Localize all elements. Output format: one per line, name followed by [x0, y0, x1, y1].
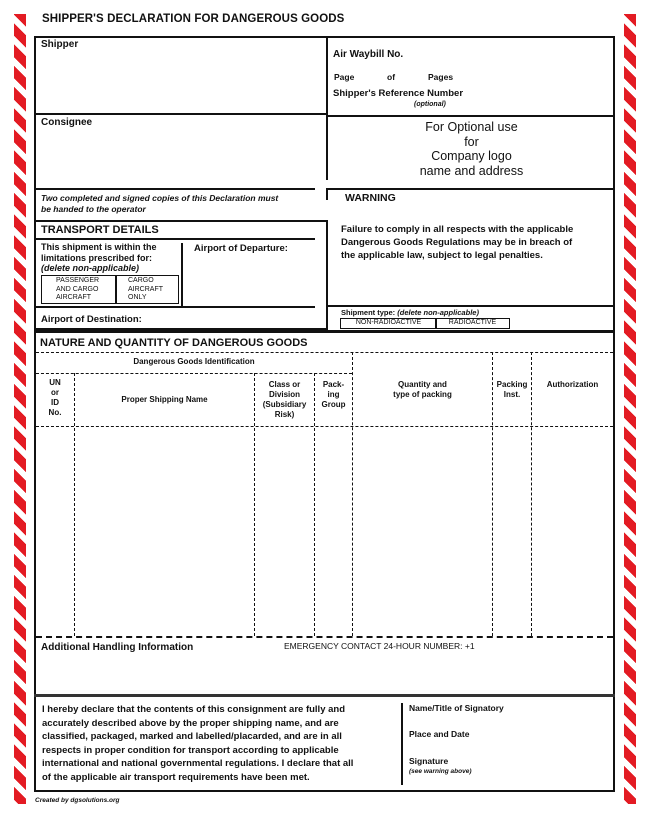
divider	[326, 188, 615, 190]
limitations-text: This shipment is within the limitations prescribed for: (delete non-applicable)	[41, 242, 157, 273]
divider	[34, 306, 315, 308]
column-header-un-number: UN or ID No.	[48, 378, 62, 417]
divider	[181, 243, 183, 306]
pages-label: Pages	[428, 72, 454, 82]
declaration-text: I hereby declare that the contents of this consignment are fully and accurately described above by the proper shipping name, and are classified, packaged, marked and labelled/placarded, and are in all respects in proper condition for transport according to applicable international and national governmental regulations. I declare that all of the applicable air transport requirements have been met.	[42, 704, 354, 783]
signature-note: (see warning above)	[409, 768, 472, 775]
company-logo-area[interactable]: For Optional use for Company logo name and address	[419, 120, 524, 178]
goods-heading: NATURE AND QUANTITY OF DANGEROUS GOODS	[40, 337, 308, 349]
goods-entry-area[interactable]	[36, 428, 613, 634]
airport-of-departure-label: Airport of Departure:	[194, 243, 288, 254]
name-title-field[interactable]	[408, 714, 608, 728]
option-passenger-and-cargo-aircraft[interactable]: PASSENGER AND CARGO AIRCRAFT	[56, 277, 100, 301]
footer-credit: Created by dgsolutions.org	[35, 797, 120, 804]
shipper-reference-note: (optional)	[414, 101, 446, 108]
column-header-authorization: Authorization	[546, 380, 599, 389]
of-label: of	[387, 72, 396, 82]
divider	[36, 636, 613, 638]
page-label: Page	[334, 72, 355, 82]
goods-identification-header: Dangerous Goods Identification	[133, 357, 255, 366]
copies-note: Two completed and signed copies of this Declaration must be handed to the operator	[41, 193, 279, 214]
consignee-field[interactable]	[36, 130, 314, 188]
divider	[34, 113, 315, 115]
signature-field[interactable]	[480, 756, 608, 784]
divider	[36, 426, 613, 427]
additional-handling-field[interactable]	[36, 656, 613, 694]
place-date-field[interactable]	[408, 740, 608, 754]
airport-of-departure-field[interactable]	[190, 256, 310, 304]
name-title-label: Name/Title of Signatory	[409, 703, 504, 713]
divider	[115, 275, 117, 304]
shipment-type-non-radioactive[interactable]: NON-RADIOACTIVE	[340, 318, 437, 329]
divider	[401, 703, 403, 785]
shipment-type-row: Shipment type: (delete non-applicable)	[341, 308, 479, 317]
transport-details-heading: TRANSPORT DETAILS	[41, 224, 159, 236]
warning-text: Failure to comply in all respects with the applicable Dangerous Goods Regulations may be in breach of the applicable law, subject to legal penalties.	[341, 224, 574, 261]
divider	[36, 373, 352, 374]
airport-of-destination-label: Airport of Destination:	[41, 314, 142, 325]
place-date-label: Place and Date	[409, 729, 470, 739]
hazard-stripe-left	[14, 14, 26, 804]
warning-heading: WARNING	[345, 192, 396, 204]
column-header-packing-instructions: Packing Inst.	[496, 380, 528, 399]
hazard-stripe-right	[624, 14, 636, 804]
shipper-reference-label: Shipper's Reference Number	[333, 88, 464, 99]
consignee-label: Consignee	[41, 117, 93, 128]
column-header-packing-group: Pack- ing Group	[321, 380, 346, 409]
column-header-proper-shipping-name: Proper Shipping Name	[121, 395, 208, 404]
divider	[34, 330, 615, 333]
air-waybill-box	[326, 36, 615, 116]
divider	[613, 36, 615, 697]
divider	[326, 305, 615, 307]
divider	[36, 352, 613, 353]
shipper-label: Shipper	[41, 39, 79, 50]
column-header-quantity: Quantity and type of packing	[393, 380, 452, 399]
document-title: SHIPPER'S DECLARATION FOR DANGEROUS GOODS	[42, 13, 345, 25]
divider	[34, 188, 315, 190]
air-waybill-label: Air Waybill No.	[333, 49, 404, 60]
additional-handling-label: Additional Handling Information	[41, 642, 194, 653]
column-header-class-division: Class or Division (Subsidiary Risk)	[262, 380, 307, 419]
option-cargo-aircraft-only[interactable]: CARGO AIRCRAFT ONLY	[128, 277, 163, 301]
emergency-contact-text: EMERGENCY CONTACT 24-HOUR NUMBER: +1	[284, 641, 475, 651]
divider	[326, 188, 328, 200]
divider	[34, 238, 315, 240]
signature-label: Signature	[409, 756, 449, 766]
divider	[326, 115, 615, 117]
shipment-type-radioactive[interactable]: RADIOACTIVE	[435, 318, 510, 329]
